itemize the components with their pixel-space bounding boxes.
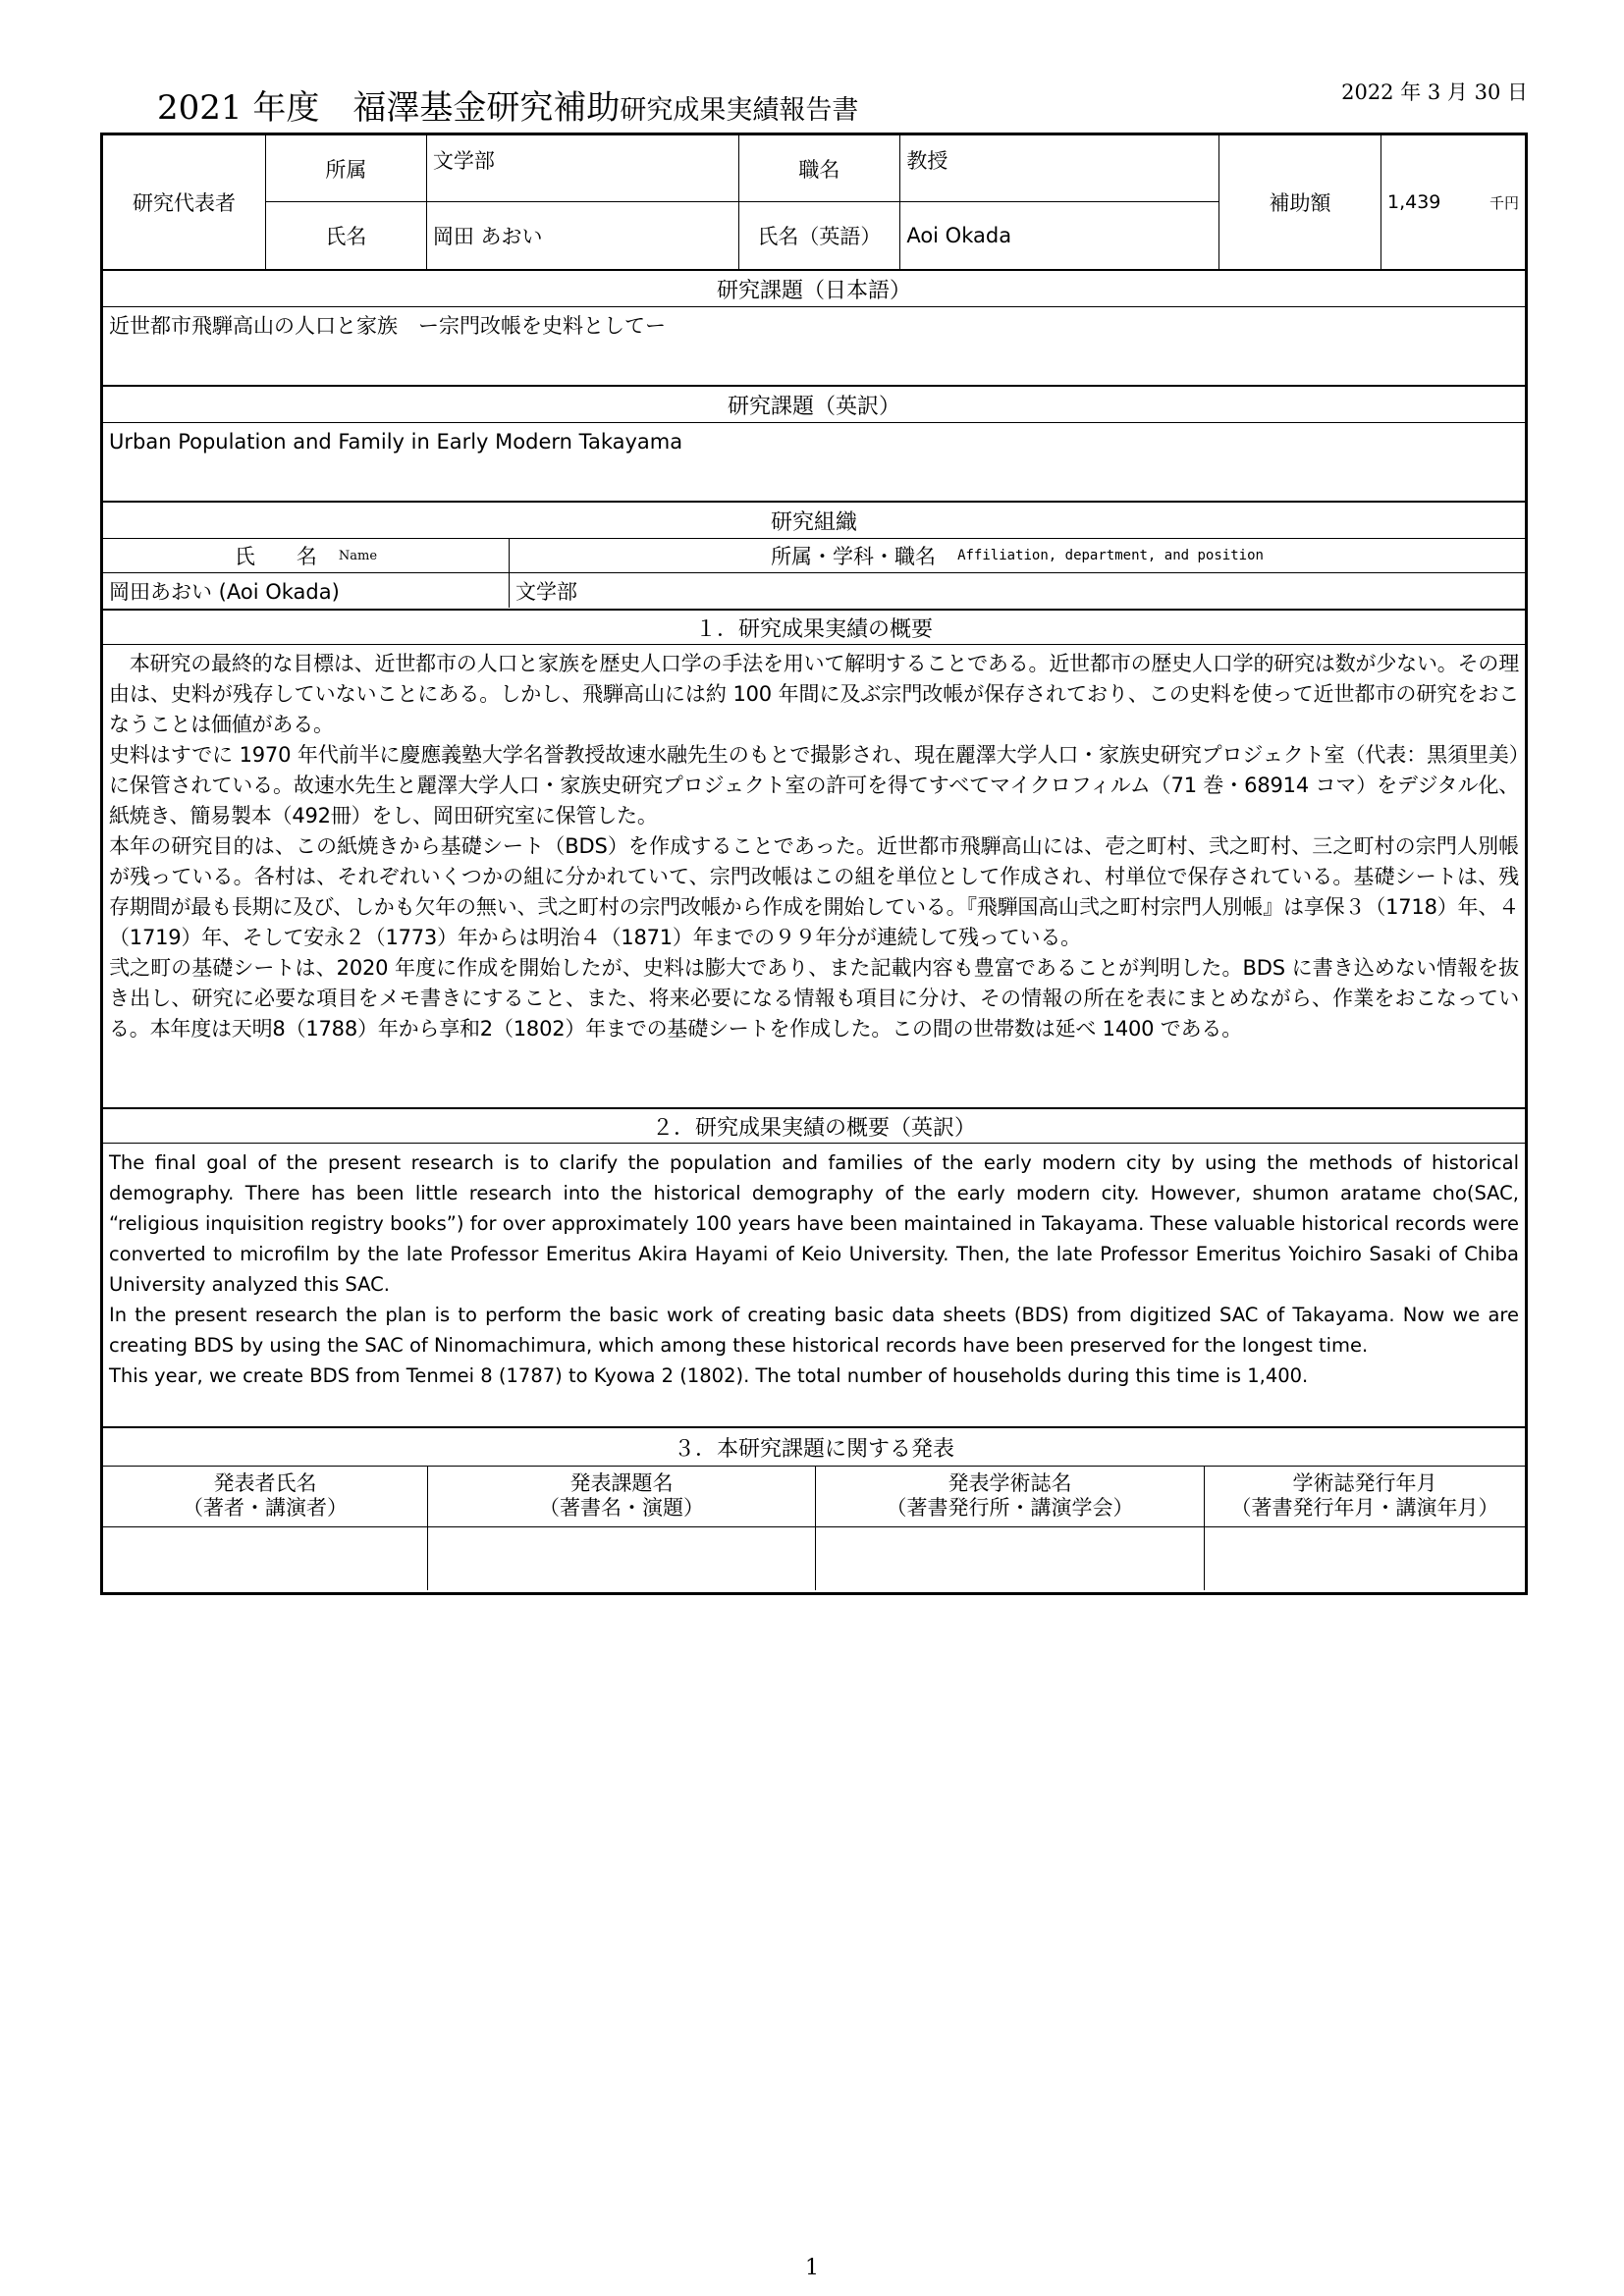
affiliation-label: 所属 <box>266 135 427 201</box>
publications-section <box>103 1428 1525 1592</box>
pub-cell-title <box>428 1527 816 1590</box>
position-value: 教授 <box>906 149 948 173</box>
summary-ja-section <box>103 611 1525 1109</box>
summary-ja-paragraph: 本年の研究目的は、この紙焼きから基礎シート（BDS）を作成することであった。近世都市飛騨高山には、壱之町村、弐之町村、三之町村の宗門人別帳が残っている。各村は、それぞれいくつかの組に分かれていて、宗門改帳はこの組を単位として作成され、村単位で保存されている。基礎シートは、残存期間が最も長期に及び、しかも欠年の無い、弐之町村の宗門改帳から作成を開始している。『飛騨国高山弐之町村宗門人別帳』は享保３（1718）年、４（1719）年、そして安永２（1773）年からは明治４（1871）年までの９９年分が連続して残っている。 <box>109 834 1519 949</box>
representative-details <box>266 135 1219 269</box>
pub-cell-date <box>1205 1527 1525 1590</box>
member-affiliation: 文学部 <box>515 579 577 604</box>
summary-ja-heading: １．研究成果実績の概要 <box>103 611 1525 645</box>
grant-value: 1,439 <box>1387 191 1441 213</box>
summary-ja-paragraph: 弐之町の基礎シートは、2020 年度に作成を開始したが、史料は膨大であり、また記載内容も豊富であることが判明した。BDS に書き込めない情報を抜き出し、研究に必要な項目をメモ書きにすること、また、将来必要になる情報も項目に分け、その情報の所在を表にまとめながら、作業をおこなっている。本年度は天明8（1788）年から享和2（1802）年までの基礎シートを作成した。この間の世帯数は延べ 1400 である。 <box>109 956 1519 1041</box>
pub-col-journal-sub: （著書発行所・講演学会） <box>886 1496 1134 1520</box>
summary-en-paragraph: In the present research the plan is to perform the basic work of creating basic data sheets (BDS) from digitized SAC of Takayama. Now we are creating BDS by using the SAC of Ninomachimura, which among these historical records have been preserved for the longest time. <box>109 1304 1519 1357</box>
pub-col-journal-title: 発表学術誌名 <box>947 1471 1072 1495</box>
name-label: 氏名 <box>266 202 427 269</box>
theme-ja-value: 近世都市飛騨高山の人口と家族 ー宗門改帳を史料としてー <box>109 314 666 338</box>
grant-label: 補助額 <box>1219 135 1381 269</box>
representative-section <box>103 135 1525 271</box>
pub-col-author <box>103 1467 428 1526</box>
grant-amount <box>1381 135 1525 269</box>
org-col-affiliation-en: Affiliation, department, and position <box>957 548 1264 563</box>
pub-col-author-sub: （著者・講演者） <box>183 1496 348 1520</box>
publications-header-row <box>103 1467 1525 1527</box>
representative-label: 研究代表者 <box>103 135 266 269</box>
org-col-name-en: Name <box>338 548 378 563</box>
pub-col-journal <box>816 1467 1205 1526</box>
organization-member-row <box>103 573 1525 608</box>
page-number: 1 <box>805 2256 819 2280</box>
name-en-value: Aoi Okada <box>906 224 1012 247</box>
pub-cell-author <box>103 1527 428 1590</box>
pub-col-date-title: 学術誌発行年月 <box>1292 1471 1437 1495</box>
pub-col-date-sub: （著書発行年月・講演年月） <box>1230 1496 1499 1520</box>
summary-en-body <box>103 1144 1525 1395</box>
summary-en-heading: ２．研究成果実績の概要（英訳） <box>103 1109 1525 1144</box>
org-col-affiliation <box>510 539 1525 572</box>
title-main: 2021 年度 福澤基金研究補助 <box>157 88 621 128</box>
summary-en-paragraph: This year, we create BDS from Tenmei 8 (1787) to Kyowa 2 (1802). The total number of households during this time is 1,400. <box>109 1364 1309 1387</box>
report-form <box>100 133 1528 1595</box>
title-sub: 研究成果実績報告書 <box>620 95 859 126</box>
publications-heading: ３．本研究課題に関する発表 <box>103 1428 1525 1467</box>
summary-ja-paragraph: 史料はすでに 1970 年代前半に慶應義塾大学名誉教授故速水融先生のもとで撮影され、現在麗澤大学人口・家族史研究プロジェクト室（代表：黒須里美）に保管されている。故速水先生と麗澤大学人口・家族史研究プロジェクト室の許可を得てすべてマイクロフィルム（71 巻・68914 コマ）をデジタル化、紙焼き、簡易製本（492冊）をし、岡田研究室に保管した。 <box>109 743 1519 828</box>
summary-en-section <box>103 1109 1525 1428</box>
pub-col-title <box>428 1467 816 1526</box>
report-date: 2022 年 3 月 30 日 <box>1341 80 1528 104</box>
name-value: 岡田 あおい <box>427 202 739 269</box>
pub-col-date <box>1205 1467 1525 1526</box>
organization-section <box>103 503 1525 611</box>
organization-header-row <box>103 539 1525 573</box>
member-name: 岡田あおい (Aoi Okada) <box>103 573 510 608</box>
name-en-label: 氏名（英語） <box>739 202 901 269</box>
organization-heading: 研究組織 <box>103 503 1525 539</box>
pub-col-title-sub: （著書名・演題） <box>539 1496 704 1520</box>
document-title <box>157 80 1532 128</box>
pub-cell-journal <box>816 1527 1205 1590</box>
theme-en-heading: 研究課題（英訳） <box>103 387 1525 423</box>
affiliation-value: 文学部 <box>427 135 739 201</box>
summary-ja-body <box>103 645 1525 1048</box>
summary-ja-paragraph: 本研究の最終的な目標は、近世都市の人口と家族を歴史人口学の手法を用いて解明することである。近世都市の歴史人口学的研究は数が少ない。その理由は、史料が残存していないことにある。しかし、飛騨高山には約 100 年間に及ぶ宗門改帳が保存されており、この史料を使って近世都市の研究をおこなうことは価値がある。 <box>109 652 1519 736</box>
position-label: 職名 <box>739 135 901 201</box>
summary-en-paragraph: The final goal of the present research is to clarify the population and families of the early modern city by using the methods of historical demography. There has been little research into the historical demography of the early modern city. However, shumon aratame cho(SAC, “religious inquisition registry books”) for over approximately 100 years have been maintained in Takayama. These valuable historical records were converted to microfilm by the late Professor Emeritus Akira Hayami of Keio University. Then, the late Professor Emeritus Yoichiro Sasaki of Chiba University analyzed this SAC. <box>109 1151 1519 1296</box>
org-col-name <box>103 539 510 572</box>
grant-unit: 千円 <box>1489 193 1519 212</box>
org-col-affiliation-ja: 所属・学科・職名 <box>771 545 937 568</box>
publications-empty-row <box>103 1527 1525 1590</box>
pub-col-title-title: 発表課題名 <box>569 1471 674 1495</box>
pub-col-author-title: 発表者氏名 <box>213 1471 317 1495</box>
org-col-name-ja: 氏 名 <box>234 545 317 568</box>
theme-ja-heading: 研究課題（日本語） <box>103 271 1525 307</box>
theme-en-section <box>103 387 1525 503</box>
theme-en-value: Urban Population and Family in Early Modern Takayama <box>109 430 683 454</box>
theme-ja-section <box>103 271 1525 387</box>
